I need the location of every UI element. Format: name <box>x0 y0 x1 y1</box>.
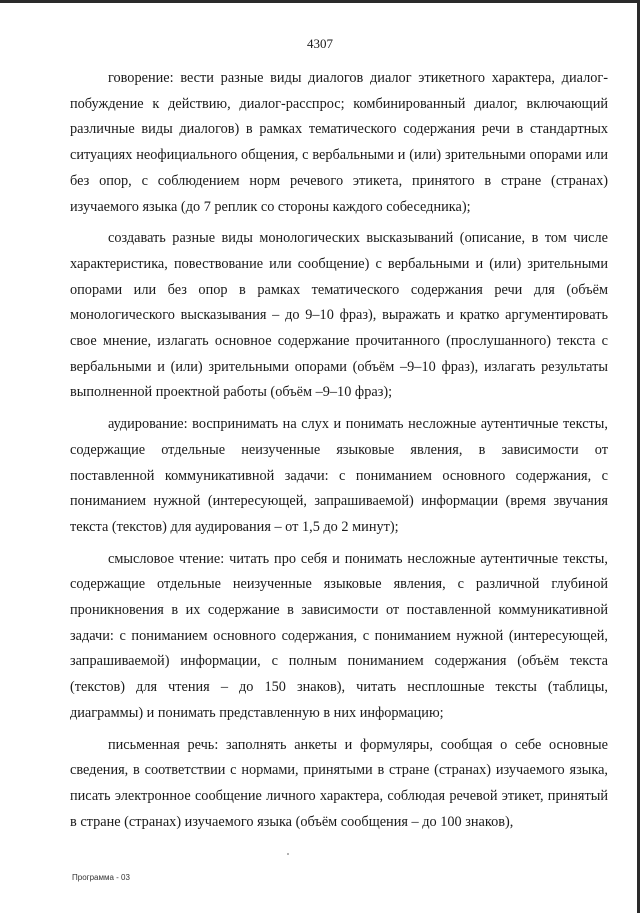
page-number: 4307 <box>307 36 333 51</box>
paragraph-monologue: создавать разные виды монологических высказываний (описание, в том числе характеристика, повествование или сообщение) с вербальными и (или) зрительными опорами или без опор в рамках тематического содержания речи для (объём монологического высказывания – до 9–10 фраз), выражать и кратко аргументировать свое мнение, излагать основное содержание прочитанного (прослушанного) текста с вербальными и (или) зрительными опорами (объём –9–10 фраз), излагать результаты выполненной проектной работы (объём –9–10 фраз); <box>70 230 608 401</box>
page-footer: Программа - 03 <box>72 873 130 882</box>
scan-edge-top <box>0 0 640 3</box>
paragraph-reading: смысловое чтение: читать про себя и понимать несложные аутентичные тексты, содержащие отдельные неизученные языковые явления, с различной глубиной проникновения в их содержание в зависимости от поставленной коммуникативной задачи: с пониманием основного содержания, с пониманием нужной (интересующей, запрашиваемой) информации, с полным пониманием содержания (объём текста (текстов) для чтения – до 150 знаков), читать несплошные тексты (таблицы, диаграммы) и понимать представленную в них информацию; <box>70 550 608 721</box>
paragraph-writing: письменная речь: заполнять анкеты и формуляры, сообщая о себе основные сведения, в соответствии с нормами, принятыми в стране (странах) изучаемого языка, писать электронное сообщение личного характера, соблюдая речевой этикет, принятый в стране (странах) изучаемого языка (объём сообщения – до 100 знаков), <box>70 736 608 830</box>
document-body <box>70 66 608 835</box>
paragraph-speaking: говорение: вести разные виды диалогов диалог этикетного характера, диалог-побуждение к действию, диалог-расспрос; комбинированный диалог, включающий различные виды диалогов) в рамках тематического содержания речи в стандартных ситуациях неофициального общения, с вербальными и (или) зрительными опорами или без опор, с соблюдением норм речевого этикета, принятого в стране (странах) изучаемого языка (до 7 реплик со стороны каждого собеседника); <box>70 70 608 215</box>
paragraph-listening: аудирование: воспринимать на слух и понимать несложные аутентичные тексты, содержащие отдельные неизученные языковые явления, в зависимости от поставленной коммуникативной задачи: с пониманием основного содержания, с пониманием нужной (интересующей, запрашиваемой) информации (время звучания текста (текстов) для аудирования – от 1,5 до 2 минут); <box>70 416 608 535</box>
scan-speck <box>287 853 289 855</box>
